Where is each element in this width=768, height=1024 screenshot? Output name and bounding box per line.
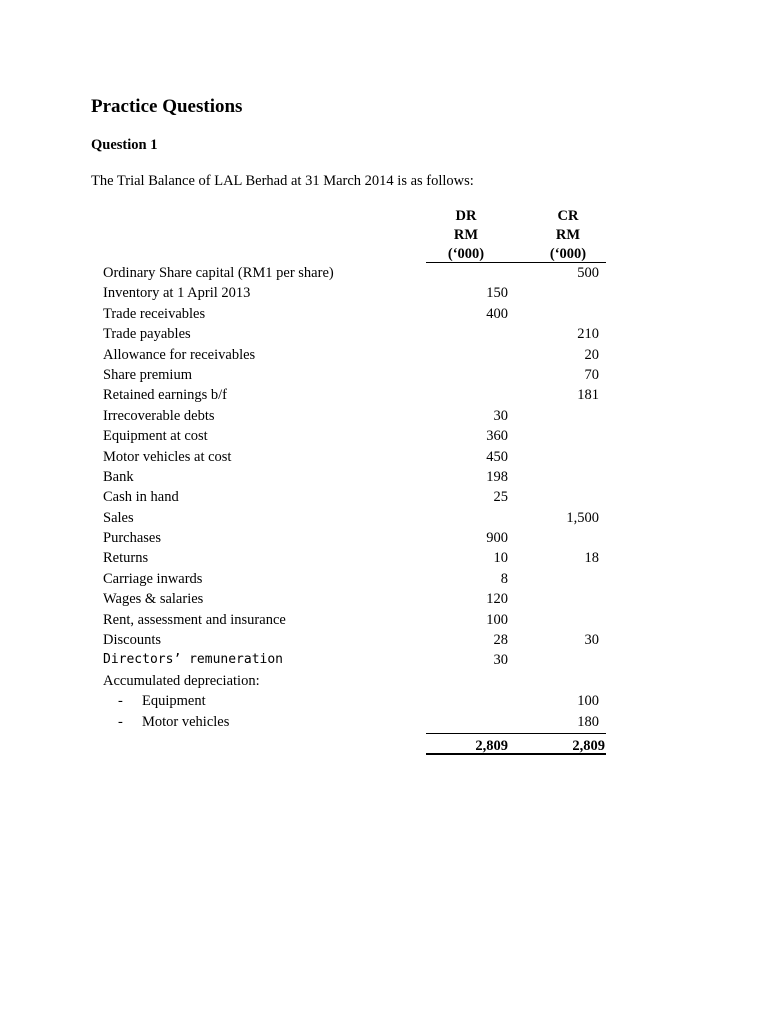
- table-row: [0, 365, 768, 385]
- row-dr-value: 400: [486, 305, 508, 322]
- row-label: Accumulated depreciation:: [103, 672, 260, 689]
- table-row: [0, 467, 768, 487]
- table-row: [0, 650, 768, 670]
- table-row: [0, 508, 768, 528]
- table-row: [0, 691, 768, 711]
- table-row: [0, 447, 768, 467]
- table-row: [0, 304, 768, 324]
- table-row: [0, 487, 768, 507]
- row-label: Cash in hand: [103, 489, 179, 506]
- row-label: Discounts: [103, 632, 161, 649]
- row-dr-value: 360: [486, 428, 508, 445]
- page-title: Practice Questions: [91, 96, 243, 117]
- intro-text: The Trial Balance of LAL Berhad at 31 March 2014 is as follows:: [91, 173, 474, 189]
- row-label: Directors’ remuneration: [103, 652, 284, 668]
- table-row: [0, 324, 768, 344]
- total-dr: 2,809: [475, 738, 508, 754]
- row-label: Sales: [103, 509, 134, 526]
- row-cr-value: 20: [584, 346, 599, 363]
- trial-balance-rows: [0, 263, 768, 732]
- row-label: Bank: [103, 468, 134, 485]
- row-dr-value: 100: [486, 611, 508, 628]
- row-label: Allowance for receivables: [103, 346, 256, 363]
- row-cr-value: 1,500: [566, 509, 599, 526]
- table-row: [0, 569, 768, 589]
- row-dr-value: 900: [486, 530, 508, 547]
- table-row: [0, 345, 768, 365]
- row-label: Trade receivables: [103, 305, 206, 322]
- dr-header-line: DR: [455, 208, 477, 224]
- dr-column-header: [426, 207, 506, 264]
- table-row: [0, 406, 768, 426]
- row-label: Rent, assessment and insurance: [103, 611, 286, 628]
- table-row: [0, 283, 768, 303]
- cr-header-line: (‘000): [549, 246, 587, 262]
- row-dr-value: 30: [493, 407, 508, 424]
- row-dr-value: 10: [493, 550, 508, 567]
- row-label: Share premium: [103, 366, 192, 383]
- total-top-rule: [426, 733, 606, 734]
- cr-header-line: CR: [557, 208, 579, 224]
- row-label: Purchases: [103, 530, 161, 547]
- table-row: [0, 426, 768, 446]
- row-label: Irrecoverable debts: [103, 407, 215, 424]
- row-dr-value: 120: [486, 591, 508, 608]
- row-label: Inventory at 1 April 2013: [103, 285, 251, 302]
- row-label: Motor vehicles at cost: [103, 448, 232, 465]
- row-label: Ordinary Share capital (RM1 per share): [103, 265, 334, 281]
- table-row: [0, 671, 768, 691]
- row-label: Wages & salaries: [103, 591, 204, 608]
- table-row: [0, 548, 768, 568]
- cr-header-line: RM: [555, 227, 581, 243]
- total-cr: 2,809: [572, 738, 605, 754]
- row-cr-value: 70: [584, 366, 599, 383]
- table-row: [0, 385, 768, 405]
- row-label: Trade payables: [103, 326, 191, 343]
- table-row: [0, 263, 768, 283]
- row-label: Motor vehicles: [142, 713, 230, 730]
- row-cr-value: 181: [577, 387, 599, 404]
- question-heading: Question 1: [91, 137, 158, 153]
- row-cr-value: 18: [584, 550, 599, 567]
- row-dr-value: 450: [486, 448, 508, 465]
- bullet-dash: -: [118, 713, 123, 730]
- table-row: [0, 528, 768, 548]
- row-cr-value: 180: [577, 713, 599, 730]
- row-dr-value: 8: [500, 570, 508, 587]
- row-label: Equipment: [142, 693, 206, 710]
- row-label: Returns: [103, 550, 149, 567]
- row-label: Equipment at cost: [103, 428, 208, 445]
- totals-row: [0, 736, 768, 756]
- row-cr-value: 500: [577, 265, 599, 281]
- row-dr-value: 150: [486, 285, 508, 302]
- row-label: Carriage inwards: [103, 570, 203, 587]
- table-row: [0, 589, 768, 609]
- total-bottom-rule: [426, 753, 606, 755]
- row-dr-value: 25: [493, 489, 508, 506]
- row-dr-value: 198: [486, 468, 508, 485]
- bullet-dash: -: [118, 693, 123, 710]
- row-label: Retained earnings b/f: [103, 387, 228, 404]
- table-row: [0, 610, 768, 630]
- table-row: [0, 712, 768, 732]
- cr-column-header: [528, 207, 608, 264]
- dr-header-line: (‘000): [447, 246, 485, 262]
- table-row: [0, 630, 768, 650]
- row-cr-value: 210: [577, 326, 599, 343]
- row-dr-value: 30: [493, 652, 508, 669]
- row-dr-value: 28: [493, 632, 508, 649]
- dr-header-line: RM: [453, 227, 479, 243]
- row-cr-value: 30: [584, 632, 599, 649]
- row-cr-value: 100: [577, 693, 599, 710]
